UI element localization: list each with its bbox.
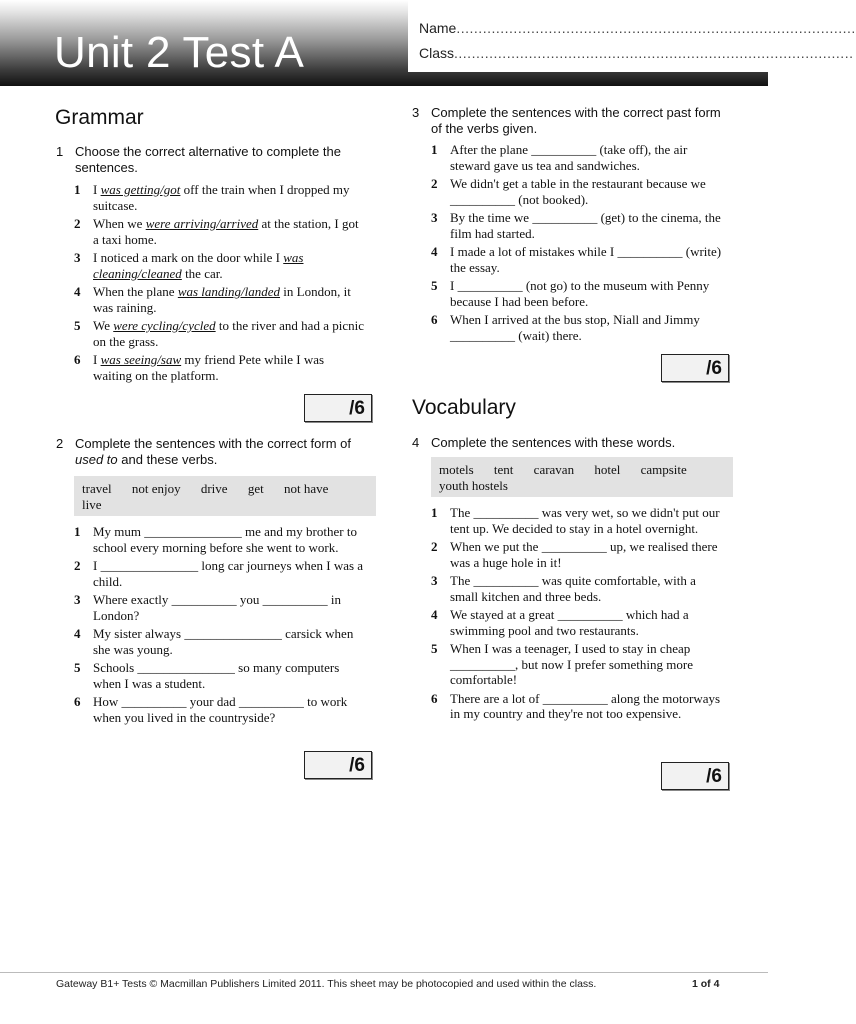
item-number: 5	[74, 318, 81, 333]
item-text-pre: I	[93, 352, 101, 367]
exercise-3-instruction	[412, 105, 732, 137]
item-number: 4	[74, 284, 81, 299]
item-text: After the plane __________ (take off), the air steward gave us tea and sandwiches.	[450, 142, 688, 173]
exercise-2-score-box: /6	[304, 751, 372, 779]
exercise-number: 4	[412, 435, 420, 450]
name-class-box	[408, 0, 856, 72]
item-number: 2	[431, 176, 438, 191]
item-number: 1	[431, 505, 438, 520]
item-number: 1	[431, 142, 438, 157]
exercise-4-items	[431, 505, 726, 725]
item-number: 6	[431, 312, 438, 327]
item-number: 2	[431, 539, 438, 554]
page-number: 1 of 4	[692, 978, 720, 990]
item-number: 4	[74, 626, 81, 641]
item-alternatives: were arriving/arrived	[145, 216, 259, 231]
instruction-emphasis: used to	[75, 452, 118, 467]
list-item	[431, 312, 726, 343]
item-text: When I was a teenager, I used to stay in cheap __________, but now I prefer something more comfortable!	[450, 641, 693, 687]
list-item	[431, 505, 726, 536]
item-text: We didn't get a table in the restaurant because we __________ (not booked).	[450, 176, 706, 207]
item-text-pre: When we	[93, 216, 146, 231]
exercise-2-items	[74, 524, 366, 728]
list-item	[74, 352, 366, 383]
item-text: Schools _______________ so many computers when I was a student.	[93, 660, 340, 691]
item-text: When we put the __________ up, we realised there was a huge hole in it!	[450, 539, 718, 570]
word-option: youth hostels	[439, 478, 508, 493]
item-alternatives: was cleaning/cleaned	[93, 250, 304, 281]
word-option: not have	[283, 481, 329, 496]
list-item	[431, 244, 726, 275]
item-number: 5	[74, 660, 81, 675]
word-option: campsite	[640, 462, 687, 477]
item-text-pre: When the plane	[93, 284, 178, 299]
list-item	[74, 592, 366, 623]
grammar-heading: Grammar	[55, 106, 144, 129]
item-text: The __________ was quite comfortable, with a small kitchen and three beds.	[450, 573, 696, 604]
list-item	[74, 284, 366, 315]
list-item	[431, 278, 726, 309]
list-item	[74, 694, 366, 725]
item-text-post: off the train when I dropped my suitcase.	[93, 182, 350, 213]
item-number: 3	[431, 573, 438, 588]
item-alternatives: was landing/landed	[177, 284, 281, 299]
item-text: When I arrived at the bus stop, Niall and Jimmy __________ (wait) there.	[450, 312, 700, 343]
item-number: 3	[74, 592, 81, 607]
exercise-1-instruction	[56, 144, 371, 176]
instruction-text: Complete the sentences with the correct past form of the verbs given.	[431, 105, 721, 136]
class-row	[419, 45, 854, 61]
item-alternatives: was getting/got	[100, 182, 181, 197]
item-text: My mum _______________ me and my brother to school every morning before she went to work.	[93, 524, 357, 555]
item-text-pre: I noticed a mark on the door while I	[93, 250, 284, 265]
list-item	[74, 660, 366, 691]
word-option: tent	[493, 462, 514, 477]
name-dotted-line: ...........................................................................................	[456, 20, 856, 36]
item-number: 6	[74, 694, 81, 709]
item-text: I _______________ long car journeys when I was a child.	[93, 558, 364, 589]
item-number: 5	[431, 278, 438, 293]
instruction-post: and these verbs.	[117, 452, 218, 467]
instruction-text: Choose the correct alternative to complete the sentences.	[75, 144, 341, 175]
exercise-1-score-box: /6	[304, 394, 372, 422]
list-item	[431, 210, 726, 241]
exercise-4-instruction	[412, 435, 732, 451]
instruction-pre: Complete the sentences with the correct form of	[75, 436, 352, 451]
footer-divider	[0, 972, 768, 973]
exercise-number: 3	[412, 105, 420, 120]
list-item	[431, 176, 726, 207]
item-text: My sister always _______________ carsick when she was young.	[93, 626, 354, 657]
exercise-2-word-box	[74, 476, 376, 516]
item-text-post: my friend Pete while I was waiting on the platform.	[93, 352, 325, 383]
item-text: I made a lot of mistakes while I __________ (write) the essay.	[450, 244, 722, 275]
item-number: 6	[74, 352, 81, 367]
item-number: 4	[431, 244, 438, 259]
class-label: Class	[419, 45, 455, 61]
item-alternatives: was seeing/saw	[100, 352, 182, 367]
footer-copyright: Gateway B1+ Tests © Macmillan Publishers Limited 2011. This sheet may be photocopied and used within the class.	[56, 978, 597, 990]
item-text-post: in London, it was raining.	[93, 284, 351, 315]
item-alternatives: were cycling/cycled	[113, 318, 216, 333]
list-item	[74, 182, 366, 213]
list-item	[74, 558, 366, 589]
item-number: 4	[431, 607, 438, 622]
exercise-number: 2	[56, 436, 64, 451]
list-item	[431, 691, 726, 722]
item-text: We stayed at a great __________ which had a swimming pool and two restaurants.	[450, 607, 689, 638]
word-option: get	[247, 481, 264, 496]
list-item	[431, 607, 726, 638]
word-option: travel	[82, 481, 112, 496]
exercise-1-items	[74, 182, 366, 386]
exercise-2-instruction	[56, 436, 371, 468]
list-item	[74, 216, 366, 247]
exercise-number: 1	[56, 144, 64, 159]
item-text-post: to the river and had a picnic on the grass.	[93, 318, 364, 349]
list-item	[74, 524, 366, 555]
item-text-pre: I	[93, 182, 101, 197]
item-text: I __________ (not go) to the museum with Penny because I had been before.	[450, 278, 710, 309]
exercise-3-items	[431, 142, 726, 346]
list-item	[74, 250, 366, 281]
instruction-text	[75, 436, 371, 468]
header-banner	[0, 0, 856, 86]
word-option: motels	[439, 462, 474, 477]
exercise-4-word-box	[431, 457, 733, 497]
item-text-pre: We	[93, 318, 114, 333]
item-text: How __________ your dad __________ to work when you lived in the countryside?	[93, 694, 348, 725]
item-text: Where exactly __________ you __________ in London?	[93, 592, 342, 623]
word-option: live	[82, 497, 102, 512]
word-option: not enjoy	[131, 481, 181, 496]
exercise-4-score-box: /6	[661, 762, 729, 790]
item-text: The __________ was very wet, so we didn't put our tent up. We decided to stay in a hotel overnight.	[450, 505, 720, 536]
item-number: 1	[74, 182, 81, 197]
list-item	[74, 626, 366, 657]
list-item	[431, 539, 726, 570]
word-option: caravan	[533, 462, 575, 477]
word-option: hotel	[594, 462, 621, 477]
list-item	[74, 318, 366, 349]
vocabulary-heading: Vocabulary	[412, 396, 516, 419]
item-number: 2	[74, 216, 81, 231]
list-item	[431, 641, 726, 688]
page-title: Unit 2 Test A	[54, 28, 305, 77]
instruction-text: Complete the sentences with these words.	[431, 435, 676, 450]
item-number: 3	[431, 210, 438, 225]
list-item	[431, 142, 726, 173]
name-label: Name	[419, 20, 457, 36]
name-row	[419, 20, 856, 36]
list-item	[431, 573, 726, 604]
item-number: 5	[431, 641, 438, 656]
item-number: 2	[74, 558, 81, 573]
item-number: 6	[431, 690, 438, 706]
item-number: 1	[74, 524, 81, 539]
item-number: 3	[74, 250, 81, 265]
item-text-post: at the station, I got a taxi home.	[93, 216, 359, 247]
exercise-3-score-box: /6	[661, 354, 729, 382]
item-text-post: the car.	[181, 265, 223, 281]
item-text: There are a lot of __________ along the motorways in my country and they're not too expensive.	[450, 690, 721, 721]
class-dotted-line: ...........................................................................................	[454, 45, 854, 61]
item-text: By the time we __________ (get) to the cinema, the film had started.	[450, 210, 721, 241]
word-option: drive	[200, 481, 228, 496]
